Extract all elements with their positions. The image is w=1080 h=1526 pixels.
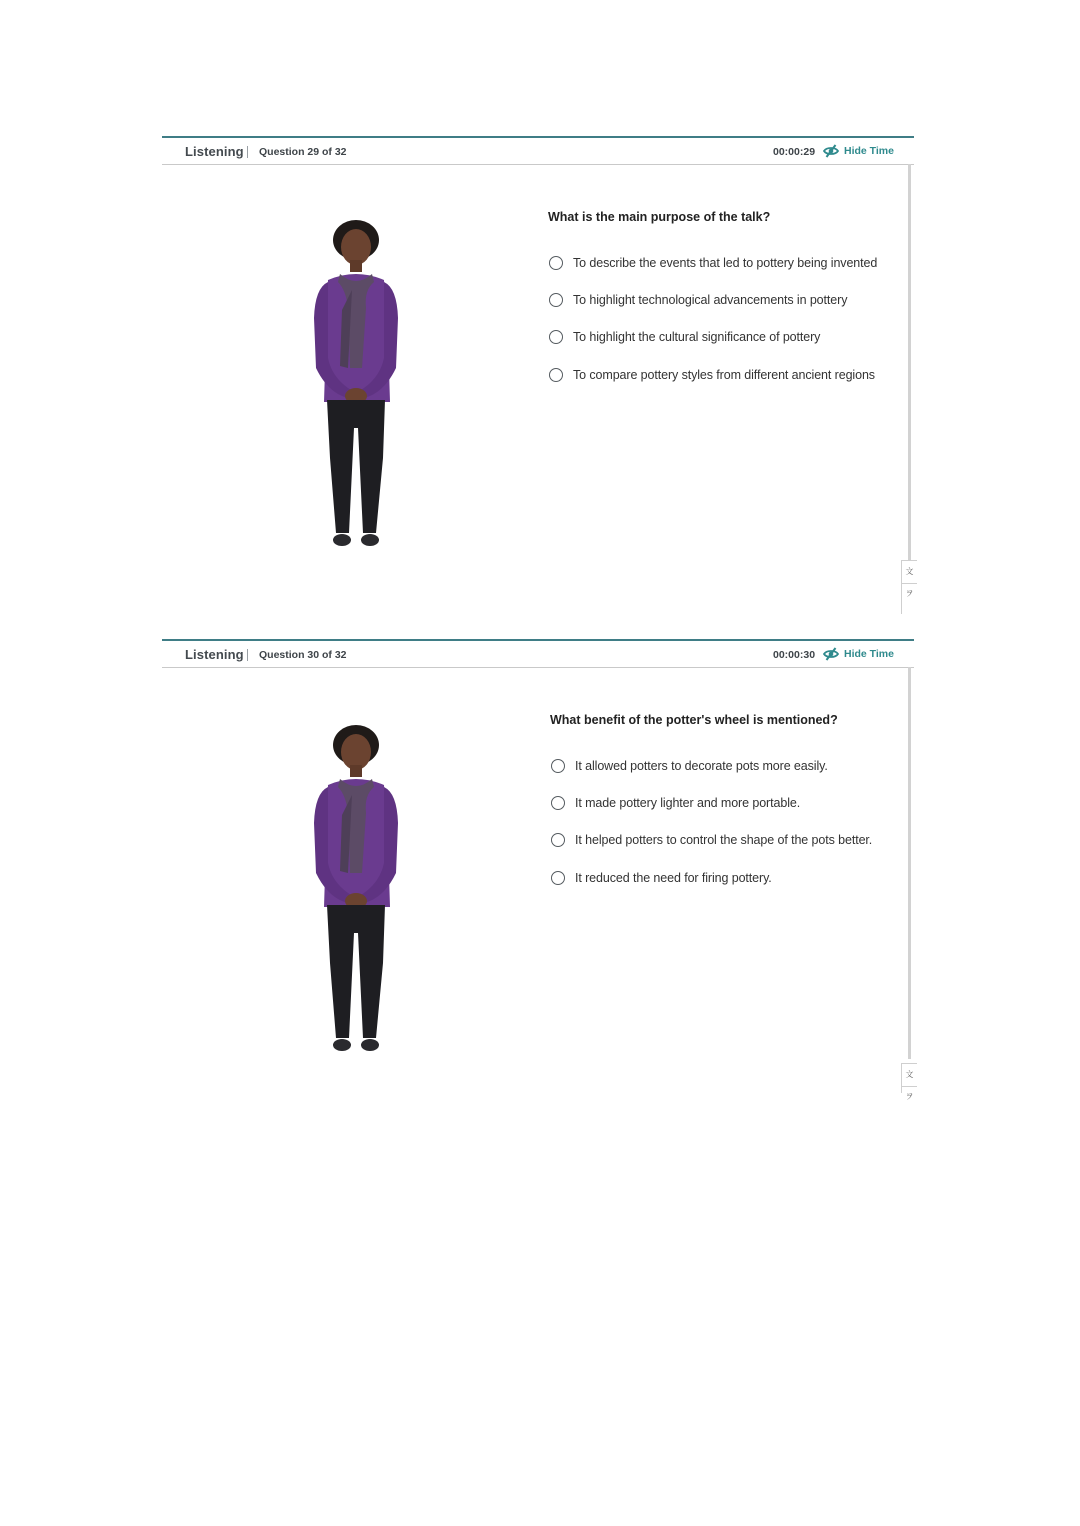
answer-option-label: To compare pottery styles from different ancient regions [573, 367, 875, 382]
radio-unchecked-icon[interactable] [549, 293, 563, 307]
right-scroll-rule [908, 667, 911, 1059]
answer-option[interactable] [551, 822, 872, 859]
right-scroll-rule [908, 164, 911, 562]
hide-time-label: Hide Time [844, 145, 894, 157]
side-tab-edge [901, 582, 902, 614]
section-title: Listening [185, 647, 244, 662]
answer-option[interactable] [549, 319, 877, 356]
question-text: What benefit of the potter's wheel is mentioned? [550, 713, 838, 727]
radio-unchecked-icon[interactable] [549, 368, 563, 382]
answer-option[interactable] [551, 747, 872, 784]
radio-unchecked-icon[interactable] [549, 256, 563, 270]
eye-slash-icon [823, 144, 839, 158]
header-bar [162, 136, 914, 165]
answer-options [551, 747, 872, 897]
answer-option-label: It allowed potters to decorate pots more easily. [575, 758, 828, 773]
test-screen-q29 [162, 136, 916, 614]
radio-unchecked-icon[interactable] [551, 759, 565, 773]
speaker-image [288, 218, 424, 566]
radio-unchecked-icon[interactable] [551, 796, 565, 810]
speaker-image [288, 723, 424, 1071]
hide-time-label: Hide Time [844, 648, 894, 660]
answer-option-label: To describe the events that led to pottery being invented [573, 255, 878, 270]
answer-options [549, 244, 877, 394]
question-text: What is the main purpose of the talk? [548, 210, 771, 224]
answer-option[interactable] [549, 244, 877, 281]
test-screen-q30 [162, 639, 916, 1101]
hide-time-button[interactable] [823, 143, 894, 159]
hide-time-button[interactable] [823, 646, 894, 662]
answer-option-label: It helped potters to control the shape of the pots better. [575, 833, 873, 848]
answer-option-label: It reduced the need for firing pottery. [575, 870, 772, 885]
answer-option-label: To highlight the cultural significance of pottery [573, 330, 821, 345]
header-divider [247, 146, 248, 158]
timer-display: 00:00:30 [773, 649, 816, 661]
section-title: Listening [185, 144, 244, 159]
answer-option[interactable] [549, 356, 877, 393]
radio-unchecked-icon[interactable] [549, 330, 563, 344]
header-divider [247, 649, 248, 661]
answer-option-label: To highlight technological advancements in pottery [573, 293, 848, 308]
side-tab-edge [901, 1085, 902, 1093]
radio-unchecked-icon[interactable] [551, 871, 565, 885]
answer-option[interactable] [549, 281, 877, 318]
radio-unchecked-icon[interactable] [551, 833, 565, 847]
translate-tab[interactable]: 文ヲ [901, 560, 917, 584]
answer-option-label: It made pottery lighter and more portable. [575, 796, 801, 811]
header-bar [162, 639, 914, 668]
answer-option[interactable] [551, 859, 872, 896]
translate-tab[interactable]: 文ヲ [901, 1063, 917, 1087]
timer-display: 00:00:29 [773, 146, 816, 158]
question-counter: Question 29 of 32 [259, 146, 347, 158]
question-counter: Question 30 of 32 [259, 649, 347, 661]
answer-option[interactable] [551, 784, 872, 821]
eye-slash-icon [823, 647, 839, 661]
